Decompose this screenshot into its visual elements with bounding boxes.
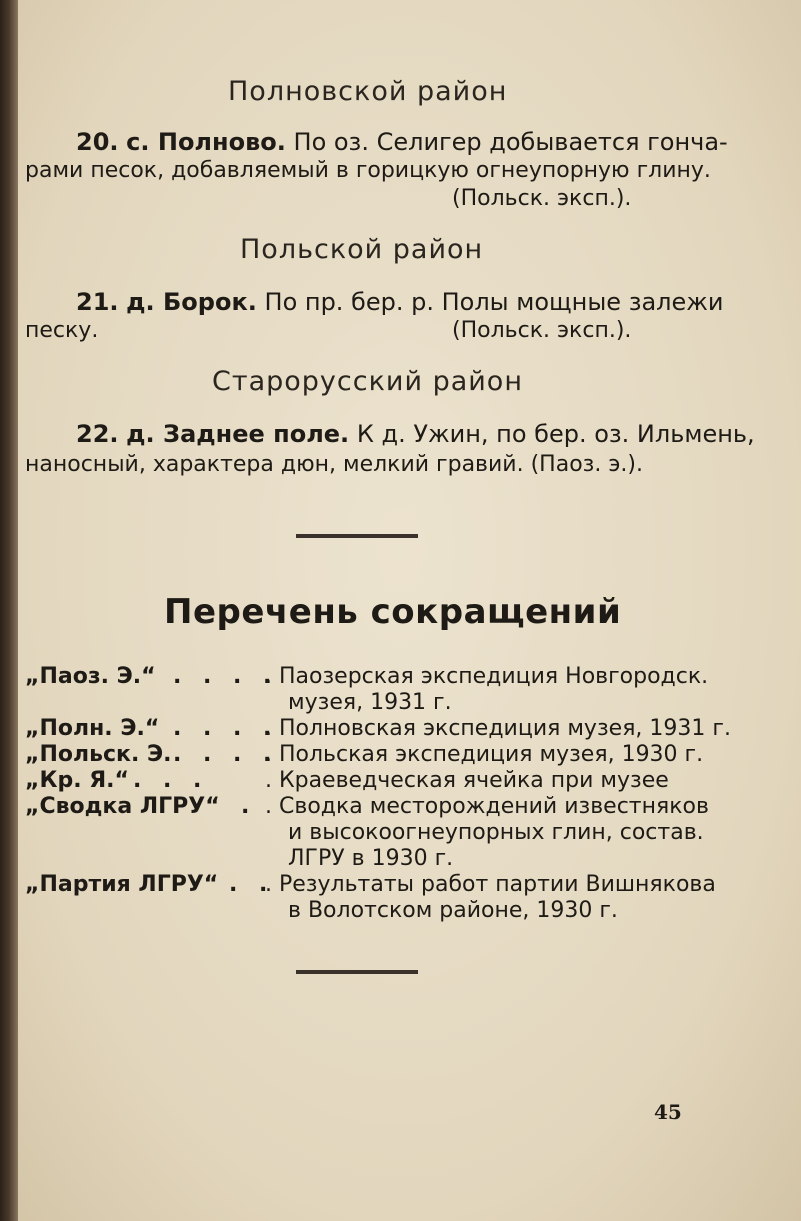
leader-dots: . . . . <box>173 742 279 767</box>
entry-number: 21. <box>76 288 119 316</box>
entry-21-line2: песку. <box>25 318 99 343</box>
abbreviation-description-cont: ЛГРУ в 1930 г. <box>288 846 454 871</box>
entry-place: д. Борок. <box>126 288 257 316</box>
entry-21-source: (Польск. эксп.). <box>452 318 632 343</box>
entry-number: 22. <box>76 420 119 448</box>
leader-dots: . . . . <box>173 716 279 741</box>
leader-dots: . . . <box>133 768 209 793</box>
district-title-polnovo: Полновской район <box>228 76 508 107</box>
abbreviation-description: . Краеведческая ячейка при музее <box>265 768 669 793</box>
entry-20-line2: рами песок, добавляемый в горицкую огнеупорную глину. <box>25 158 711 183</box>
district-title-starorussky: Старорусский район <box>212 366 523 397</box>
leader-dots: . . <box>229 872 275 897</box>
abbreviation-description: . Результаты работ партии Вишнякова <box>265 872 716 897</box>
abbreviation-description: . Сводка месторождений известняков <box>265 794 709 819</box>
page-number: 45 <box>654 1100 682 1124</box>
entry-22-line2: наносный, характера дюн, мелкий гравий. (Паоз. э.). <box>25 452 643 477</box>
entry-20-source: (Польск. эксп.). <box>452 186 632 211</box>
abbreviation-key: „Сводка ЛГРУ“ <box>25 794 220 819</box>
section-divider <box>296 534 418 538</box>
entry-place: д. Заднее поле. <box>126 420 350 448</box>
abbreviation-key: „Полн. Э.“ <box>25 716 160 741</box>
entry-number: 20. <box>76 128 119 156</box>
abbreviation-description-cont: и высокоогнеупорных глин, состав. <box>288 820 704 845</box>
abbreviation-description: . Паозерская экспедиция Новгородск. <box>265 664 709 689</box>
abbreviation-key: „Партия ЛГРУ“ <box>25 872 219 897</box>
entry-place: с. Полново. <box>126 128 286 156</box>
abbreviation-key: „Польск. Э. <box>25 742 172 767</box>
entry-text: К д. Ужин, по бер. оз. Ильмень, <box>356 420 755 448</box>
abbreviation-description-cont: музея, 1931 г. <box>288 690 452 715</box>
entry-text: По пр. бер. р. Полы мощные залежи <box>264 288 724 316</box>
abbreviations-heading: Перечень сокращений <box>164 592 622 632</box>
section-divider <box>296 970 418 974</box>
abbreviation-description: . Польская экспедиция музея, 1930 г. <box>265 742 704 767</box>
entry-text: По оз. Селигер добывается гонча- <box>293 128 728 156</box>
leader-dots: . . . . <box>173 664 279 689</box>
abbreviation-key: „Паоз. Э.“ <box>25 664 156 689</box>
abbreviation-description-cont: в Волотском районе, 1930 г. <box>288 898 618 923</box>
leader-dots: . <box>241 794 257 819</box>
book-spine-shadow <box>0 0 18 1221</box>
abbreviation-description: . Полновская экспедиция музея, 1931 г. <box>265 716 731 741</box>
entry-21 <box>76 288 723 316</box>
entry-22 <box>76 420 755 448</box>
district-title-polskoy: Польской район <box>240 234 484 265</box>
entry-20 <box>76 128 728 156</box>
abbreviation-key: „Кр. Я.“ <box>25 768 129 793</box>
